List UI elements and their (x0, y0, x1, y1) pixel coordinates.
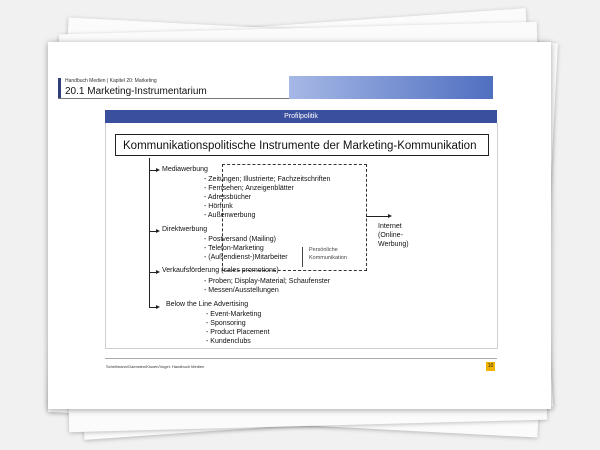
list-item: - Proben; Display-Material; Schaufenster (204, 278, 331, 285)
arrow-icon (156, 168, 160, 172)
header-gradient-band (289, 76, 493, 99)
tree-trunk-line (149, 158, 150, 308)
internet-note (378, 222, 409, 249)
footer-citation: Schellmann/Gaenslen/Kluxen/Vogel: Handbuch Medien (106, 364, 205, 369)
internet-connector-line (366, 216, 390, 217)
internet-note-line: Internet (378, 223, 402, 230)
list-item: - Messen/Ausstellungen (204, 287, 279, 294)
arrow-icon (156, 270, 160, 274)
list-item: - Product Placement (206, 329, 270, 336)
list-item: - Zeitungen; Illustrierte; Fachzeitschriften (204, 176, 331, 183)
list-item: - (Außendienst-)Mitarbeiter (204, 254, 288, 261)
category-label: Verkaufsförderung (sales promotions) (162, 267, 279, 274)
category-label: Mediawerbung (162, 166, 208, 173)
page-number-badge: 10 (487, 363, 494, 369)
list-item: - Event-Marketing (206, 311, 262, 318)
arrow-icon (388, 214, 392, 218)
personal-note-line: Persönliche (309, 247, 338, 253)
list-item: - Postversand (Mailing) (204, 236, 276, 243)
category-label: Below the Line Advertising (166, 301, 249, 308)
category-label: Direktwerbung (162, 226, 208, 233)
footer-divider (105, 358, 497, 359)
list-item: - Fernsehen; Anzeigenblätter (204, 185, 294, 192)
header-divider (58, 98, 291, 99)
header-title: 20.1 Marketing-Instrumentarium (65, 86, 207, 97)
main-heading-box: Kommunikationspolitische Instrumente der Marketing-Kommunikation (115, 134, 489, 156)
list-item: - Sponsoring (206, 320, 246, 327)
arrow-icon (156, 229, 160, 233)
internet-note-line: (Online- (378, 232, 403, 239)
section-bar: Profilpolitik (105, 110, 497, 123)
list-item: - Telefon-Marketing (204, 245, 264, 252)
personal-communication-note (301, 246, 364, 269)
header-accent-bar (58, 78, 61, 98)
list-item: - Außenwerbung (204, 212, 256, 219)
personal-note-line: Kommunikation (309, 255, 347, 261)
arrow-icon (156, 305, 160, 309)
internet-note-line: Werbung) (378, 241, 409, 248)
header-subtitle: Handbuch Medien | Kapitel 20: Marketing (65, 78, 157, 84)
list-item: - Adressbücher (204, 194, 252, 201)
list-item: - Kundenclubs (206, 338, 251, 345)
bracket-line (302, 247, 307, 267)
list-item: - Hörfunk (204, 203, 233, 210)
